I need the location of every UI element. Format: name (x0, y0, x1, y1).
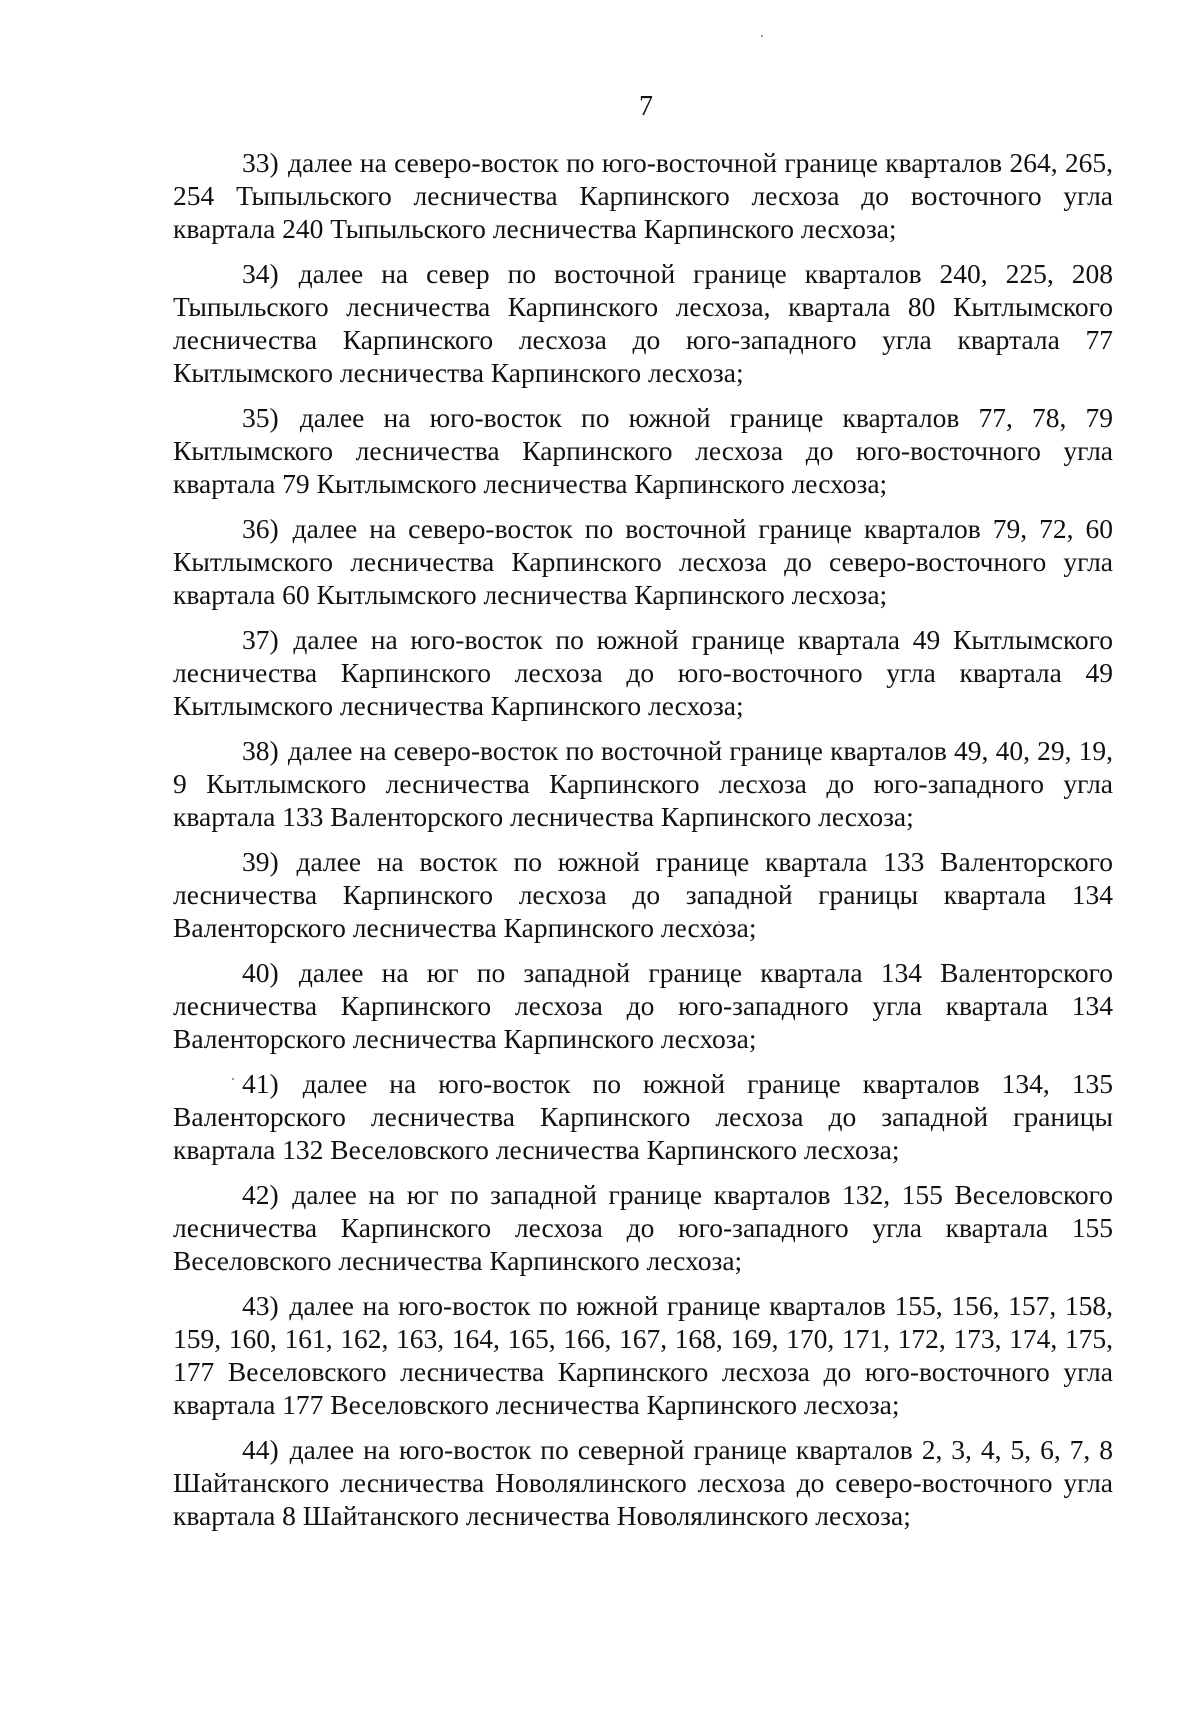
paragraph-42 (173, 1178, 1113, 1277)
paragraph-text: далее на юг по западной границе квартала 134 Валенторского лесничества Карпинского лесхоза до юго-западного угла квартала 134 Валенторского лесничества Карпинского лесхоза; (173, 957, 1114, 1054)
paragraph-number: 43) (242, 1290, 279, 1321)
paragraph-33 (173, 146, 1113, 245)
paragraph-35 (173, 401, 1113, 500)
paragraph-41 (173, 1067, 1113, 1166)
paragraph-number: 37) (242, 624, 279, 655)
paragraph-text: далее на юго-восток по северной границе кварталов 2, 3, 4, 5, 6, 7, 8 Шайтанского лесничества Новолялинского лесхоза до северо-восточного угла квартала 8 Шайтанского лесничества Новолялинского лесхоза; (173, 1434, 1113, 1531)
paragraph-34 (173, 257, 1113, 389)
paragraph-40 (173, 956, 1113, 1055)
paragraph-43 (173, 1289, 1113, 1421)
page-number: 7 (639, 91, 653, 122)
paragraph-39 (173, 845, 1113, 944)
paragraph-text: далее на северо-восток по юго-восточной границе кварталов 264, 265, 254 Тыпыльского лесничества Карпинского лесхоза до восточного угла квартала 240 Тыпыльского лесничества Карпинского лесхоза; (173, 147, 1114, 244)
paragraph-text: далее на северо-восток по восточной границе кварталов 49, 40, 29, 19, 9 Кытлымского лесничества Карпинского лесхоза до юго-западного угла квартала 133 Валенторского лесничества Карпинского лесхоза; (173, 735, 1114, 832)
paragraph-text: далее на юго-восток по южной границе кварталов 77, 78, 79 Кытлымского лесничества Карпинского лесхоза до юго-восточного угла квартала 79 Кытлымского лесничества Карпинского лесхоза; (173, 402, 1113, 499)
paragraph-44 (173, 1433, 1113, 1532)
paragraph-text: далее на юг по западной границе кварталов 132, 155 Веселовского лесничества Карпинского лесхоза до юго-западного угла квартала 155 Веселовского лесничества Карпинского лесхоза; (173, 1179, 1114, 1276)
paragraph-text: далее на восток по южной границе квартала 133 Валенторского лесничества Карпинского лесхоза до западной границы квартала 134 Валенторского лесничества Карпинского лесхоза; (173, 846, 1114, 943)
paragraph-number: 40) (242, 957, 279, 988)
paragraph-number: 44) (242, 1434, 279, 1465)
paragraph-text: далее на юго-восток по южной границе кварталов 134, 135 Валенторского лесничества Карпинского лесхоза до западной границы квартала 132 Веселовского лесничества Карпинского лесхоза; (173, 1068, 1113, 1165)
paragraph-number: 42) (242, 1179, 279, 1210)
paragraph-37 (173, 623, 1113, 722)
paragraph-number: 39) (242, 846, 279, 877)
paragraph-number: 35) (242, 402, 279, 433)
paragraph-text: далее на север по восточной границе кварталов 240, 225, 208 Тыпыльского лесничества Карпинского лесхоза, квартала 80 Кытлымского лесничества Карпинского лесхоза до юго-западного угла квартала 77 Кытлымского лесничества Карпинского лесхоза; (173, 258, 1114, 388)
paragraph-text: далее на юго-восток по южной границе кварталов 155, 156, 157, 158, 159, 160, 161, 162, 163, 164, 165, 166, 167, 168, 169, 170, 171, 172, 173, 174, 175, 177 Веселовского лесничества Карпинского лесхоза до юго-восточного угла квартала 177 Веселовского лесничества Карпинского лесхоза; (173, 1290, 1114, 1420)
paragraph-36 (173, 512, 1113, 611)
paragraph-text: далее на юго-восток по южной границе квартала 49 Кытлымского лесничества Карпинского лесхоза до юго-восточного угла квартала 49 Кытлымского лесничества Карпинского лесхоза; (173, 624, 1113, 721)
paragraph-38 (173, 734, 1113, 833)
paragraph-text: далее на северо-восток по восточной границе кварталов 79, 72, 60 Кытлымского лесничества Карпинского лесхоза до северо-восточного угла квартала 60 Кытлымского лесничества Карпинского лесхоза; (173, 513, 1114, 610)
paragraph-number: 33) (242, 147, 279, 178)
paragraph-number: 41) (242, 1068, 279, 1099)
paragraph-number: 34) (242, 258, 279, 289)
scan-speck (761, 35, 763, 37)
paragraph-number: 38) (242, 735, 279, 766)
paragraph-number: 36) (242, 513, 279, 544)
document-body (173, 146, 1113, 1544)
